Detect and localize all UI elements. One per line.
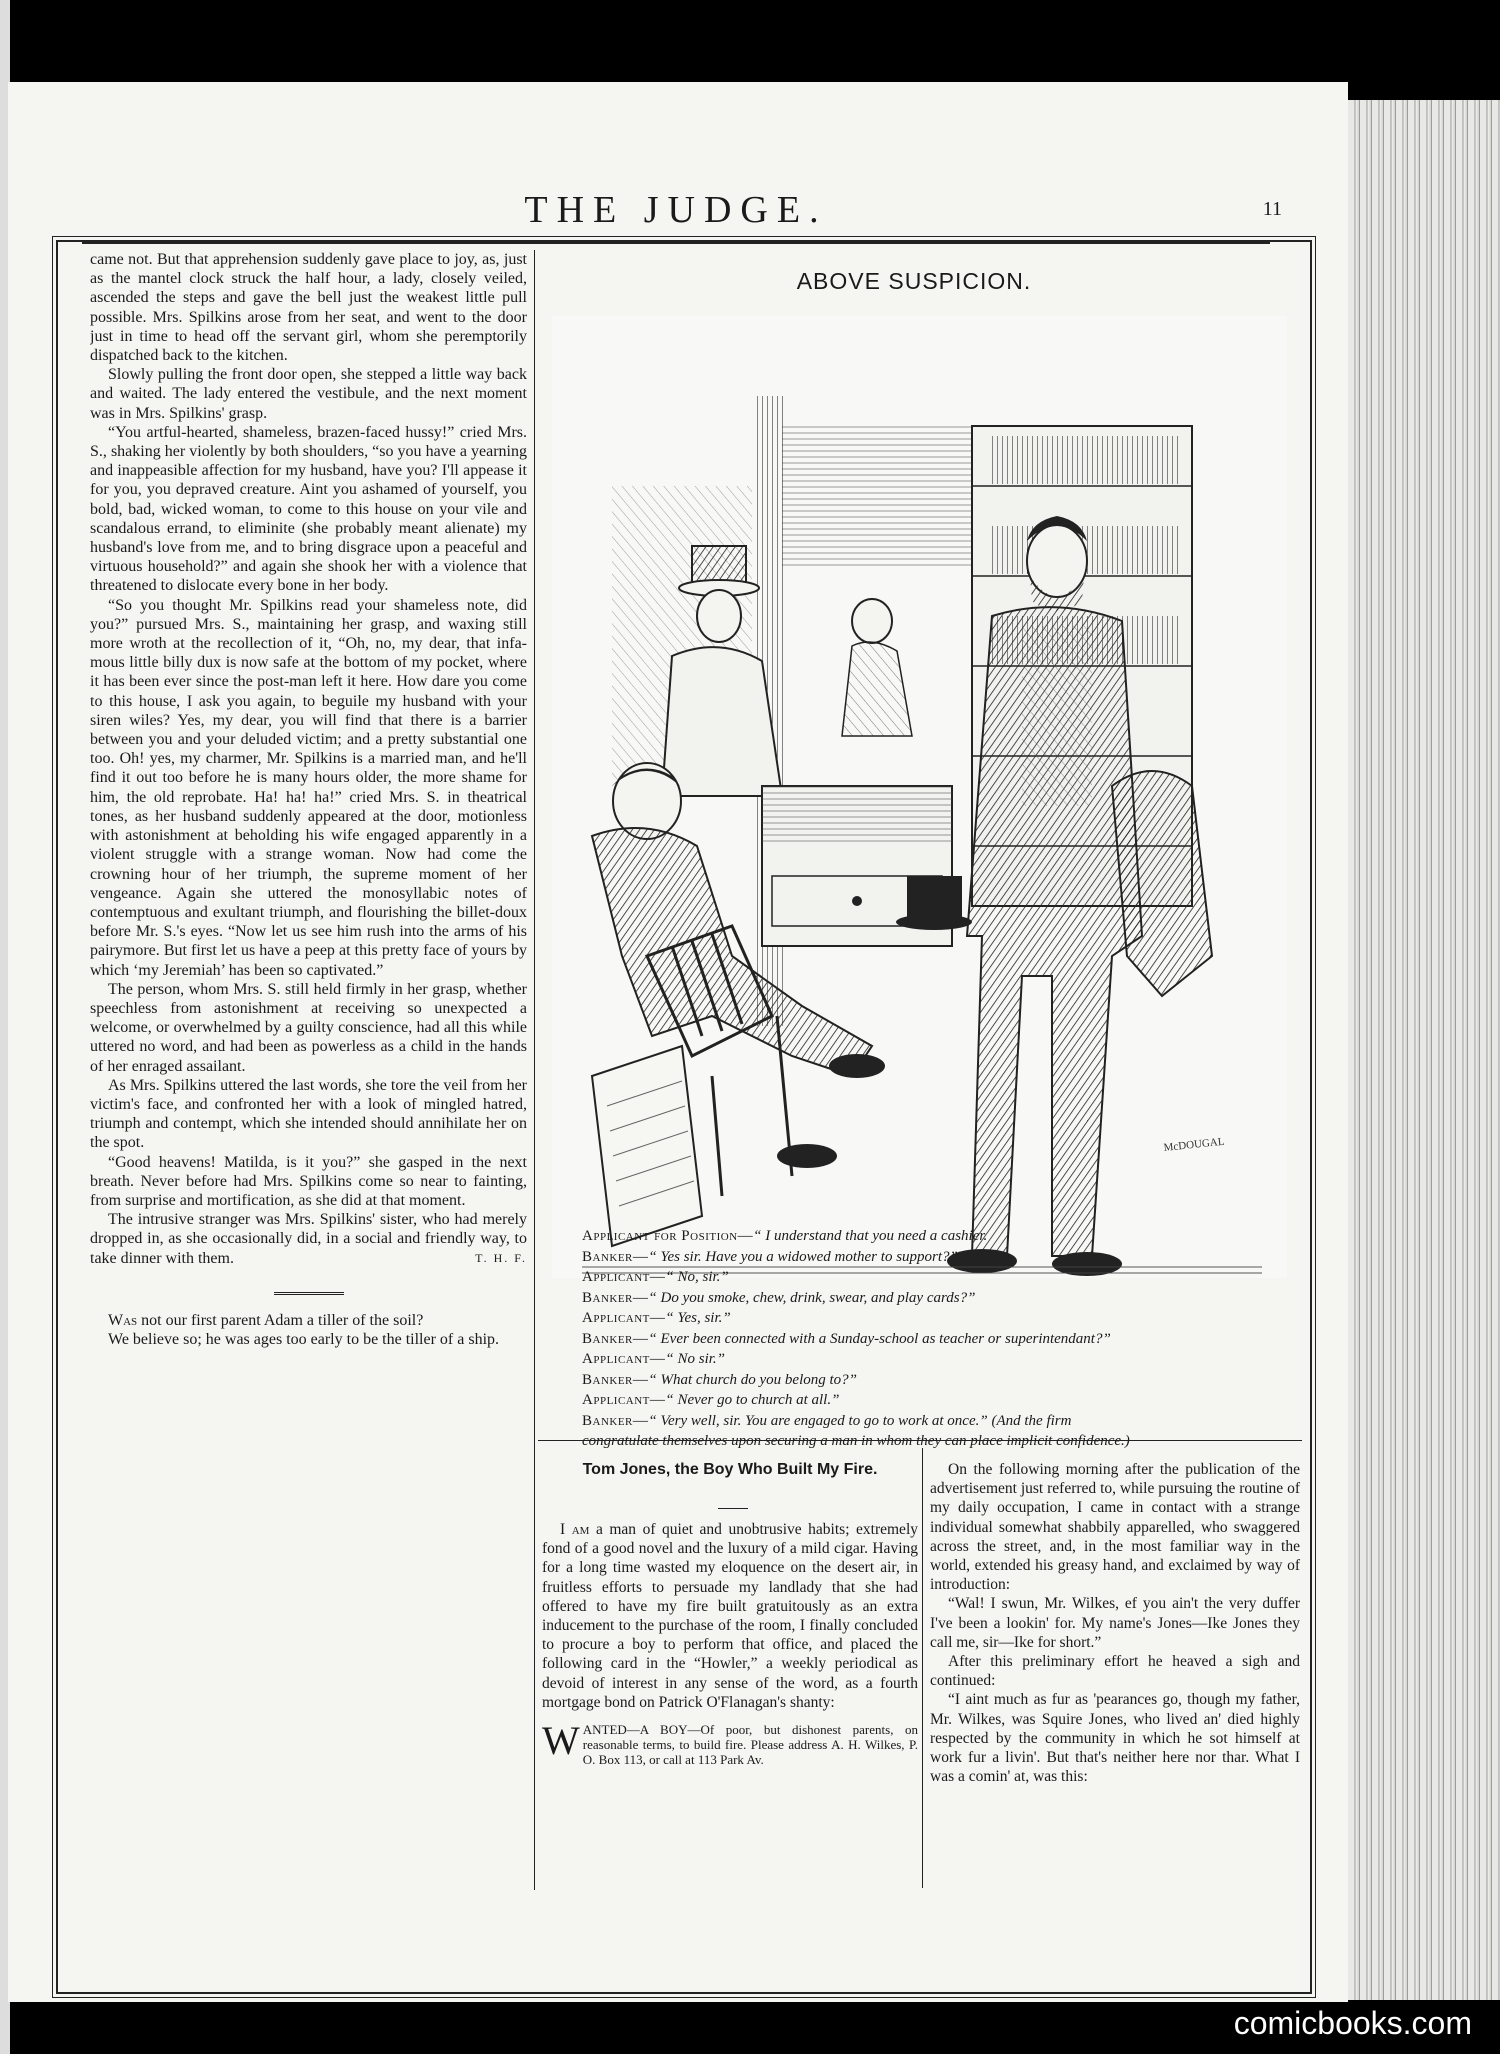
engraving-drawing: [552, 316, 1287, 1278]
dialogue-line: [582, 1370, 1306, 1391]
dialogue-text: “ No, sir.”: [665, 1269, 729, 1285]
column-rule: [922, 1448, 923, 1888]
story-paragraph: On the following morning after the publication of the advertisement just referred to, while pursuing the routine of my daily occupation, I came in contact with a strange individual somewhat shabbily apparelled, who swaggered across the street, and, in the most familiar way in the world, extended his greasy hand, and exclaimed by way of introduction:: [930, 1461, 1300, 1594]
dialogue-line: [582, 1329, 1306, 1350]
section-rule: [538, 1440, 1302, 1441]
joke-answer: We believe so; he was ages too early to be the tiller of a ship.: [108, 1330, 500, 1348]
dialogue-line: [582, 1349, 1306, 1370]
right-column: [930, 1460, 1300, 1786]
dialogue-line: [582, 1226, 1306, 1247]
dialogue-speaker: Applicant—: [582, 1269, 666, 1285]
dialogue-speaker: Applicant for Position—: [582, 1228, 754, 1244]
joke-question-text: not our first parent Adam a tiller of the soil?: [137, 1311, 424, 1329]
dialogue-speaker: Applicant—: [582, 1392, 666, 1408]
dialogue-speaker: Banker—: [582, 1412, 649, 1429]
story-paragraph: “I aint much as fur as 'pearances go, though my father, Mr. Wilkes, was Squire Jones, who lived an' died highly respected by the community in which he sot himself at work fur a livin'. But that's neither here nor thar. What I was a comin' at, was this:: [930, 1691, 1300, 1786]
dialogue-speaker: Banker—: [582, 1248, 649, 1265]
site-watermark: comicbooks.com: [1233, 2005, 1472, 2041]
story-paragraph-text: The intrusive stranger was Mrs. Spilkins' sister, who had merely dropped in, as she occasionally did, in a social and friendly way, to take dinner with them.: [90, 1211, 527, 1267]
joke-lead: Was: [108, 1311, 138, 1329]
ad-text: ANTED—A BOY—Of poor, but dishonest parents, on reasonable terms, to build fire. Please address A. H. Wilkes, P. O. Box 113, or call at 113 Park Av.: [582, 1722, 918, 1768]
story-paragraph: “Wal! I swun, Mr. Wilkes, ef you ain't the very duffer I've been a lookin' for. My name's Jones—Ike Jones they call me, sir—Ike for short.”: [930, 1595, 1300, 1651]
column-rule: [534, 250, 535, 1890]
dialogue-line: [582, 1390, 1306, 1411]
story-lead: I am: [560, 1521, 590, 1538]
dialogue-line: [582, 1308, 1306, 1329]
dialogue-text: “ Yes sir. Have you a widowed mother to support?”: [648, 1248, 958, 1265]
dialogue-speaker: Banker—: [582, 1330, 649, 1347]
dialogue-line: [582, 1411, 1306, 1432]
book-page-edges: [1348, 100, 1500, 2000]
section-divider: [274, 1292, 344, 1297]
dialogue-speaker: Applicant—: [582, 1351, 666, 1367]
dialogue-text: “ Yes, sir.”: [665, 1310, 731, 1326]
title-rule: [718, 1508, 748, 1509]
dialogue-text: “ Very well, sir. You are engaged to go to work at once.” (And the firm: [648, 1412, 1072, 1429]
dialogue-speaker: Banker—: [582, 1371, 649, 1388]
caption-closing: congratulate themselves upon securing a man in whom they can place implicit confidence.): [582, 1433, 1130, 1449]
story-paragraph-text: a man of quiet and unobtrusive habits; extremely fond of a good novel and the luxury of a mild cigar. Having for a long time wasted my eloquence on the desert air, in fruitless efforts to persuade my landlady that she had offered to have my fire built gratuitously as an extra inducement to the purchase of the room, I finally concluded to procure a boy to perform that office, and placed the following card in the “Howler,” a weekly periodical as devoid of interest in any sense of the word, as a fourth mortgage bond on Patrick O'Flanagan's shanty:: [542, 1521, 918, 1711]
story-paragraph: “So you thought Mr. Spilkins read your shameless note, did you?” pursued Mrs. S., maintaining her grasp, and waxing still more wroth at the recollection of it, “Oh, no, my dear, that infa-mous little billy dux is now safe at the bottom of my pocket, where it has been ever since the post-man left it here. How dare you come to this house, I ask you again, to beguile my husband with your siren wiles? Yes, my dear, you will find that there is a barrier between you and your deluded victim; and a pretty substantial one too. Oh! yes, my charmer, Mr. Spilkins is a married man, and he'll find it out too before he is many hours older, the more shame for him, the old reprobate. Ha! ha! ha!” cried Mrs. S. in theatrical tones, as her husband suddenly appeared at the door, motionless with astonishment at beholding his wife engaged apparently in a violent struggle with a strange woman. Now had come the crowning hour of her triumph, the supreme moment of her vengeance. Again she uttered the monosyllabic notes of contemptuous and exultant triumph, and flourishing the billet-doux before Mr. S.'s eyes. “Now let us see him rush into the arms of his pairymore. But first let us have a peep at this pretty face of yours by which ‘my Jeremiah’ has been so captivated.”: [90, 596, 527, 979]
masthead-title: THE JUDGE.: [524, 189, 828, 231]
classified-ad: [542, 1718, 918, 1768]
joke-question: [90, 1311, 527, 1330]
author-signature: T. H. F.: [475, 1250, 527, 1265]
artist-signature: McDOUGAL: [1163, 1135, 1226, 1154]
story-paragraph: Slowly pulling the front door open, she stepped a little way back and waited. The lady entered the vestibule, and the next moment was in Mrs. Spilkins' grasp.: [90, 366, 527, 422]
ad-dropcap: W: [542, 1718, 580, 1764]
story-paragraph: [542, 1520, 918, 1712]
cartoon-illustration: [552, 316, 1287, 1278]
left-column: [90, 250, 527, 1880]
dialogue-text: “ I understand that you need a cashier.: [753, 1228, 988, 1244]
story-title: Tom Jones, the Boy Who Built My Fire.: [582, 1461, 878, 1478]
story-paragraph: “Good heavens! Matilda, is it you?” she gasped in the next breath. Never before had Mrs. Spilkins come so near to fainting, from surprise and mortification, as she did at that moment.: [90, 1153, 527, 1209]
page-number: 11: [1262, 198, 1282, 220]
dialogue-text: “ Do you smoke, chew, drink, swear, and play cards?”: [648, 1289, 976, 1306]
dialogue-speaker: Banker—: [582, 1289, 649, 1306]
story-paragraph: came not. But that apprehension suddenly gave place to joy, as, just as the mantel clock struck the half hour, a lady, closely veiled, ascended the steps and gave the bell just the weakest little pull possible. Mrs. Spilkins arose from her seat, and went to the door just in time to head off the servant girl, whom she peremptorily dispatched back to the kitchen.: [90, 251, 527, 365]
dialogue-line: [582, 1288, 1306, 1309]
story-paragraph: “You artful-hearted, shameless, brazen-faced hussy!” cried Mrs. S., shaking her violently by both shoulders, “so you have a yearning and inappeasible affection for my husband, have you? I'll appease it for you, you depraved creature. Aint you ashamed of yourself, you bold, bad, wicked woman, to come to this house on your vile and scandalous errand, to eliminite (she probably meant alienate) my husband's love from me, and to bring disgrace upon a peaceful and virtuous household?” and again she shook her with a violence that threatened to dislocate every bone in her body.: [90, 423, 527, 595]
story-paragraph: [90, 1210, 527, 1268]
story-paragraph: After this preliminary effort he heaved a sigh and continued:: [930, 1653, 1300, 1690]
page-content: [50, 158, 1302, 1908]
dialogue-speaker: Applicant—: [582, 1310, 666, 1326]
cartoon-caption: [530, 1226, 1306, 1452]
cartoon-title: ABOVE SUSPICION.: [796, 268, 1032, 294]
dialogue-text: “ Ever been connected with a Sunday-school as teacher or superintendant?”: [648, 1330, 1111, 1347]
header-rule: [82, 242, 1270, 244]
dialogue-text: “ Never go to church at all.”: [665, 1392, 840, 1408]
dialogue-line: [582, 1247, 1306, 1268]
dialogue-text: “ What church do you belong to?”: [648, 1371, 857, 1388]
story-paragraph: As Mrs. Spilkins uttered the last words, she tore the veil from her victim's face, and confronted her with a look of mingled hatred, triumph and contempt, which she intended should annihilate her on the spot.: [90, 1076, 527, 1152]
dialogue-text: “ No sir.”: [665, 1351, 726, 1367]
dialogue-line: [582, 1267, 1306, 1288]
middle-column: [542, 1520, 918, 1767]
story-paragraph: The person, whom Mrs. S. still held firmly in her grasp, whether speechless from astonishment at receiving so unexpected a welcome, or overwhelmed by a guilty conscience, had all this while uttered no word, and had been as powerless as a child in the hands of her enraged assailant.: [90, 980, 527, 1075]
